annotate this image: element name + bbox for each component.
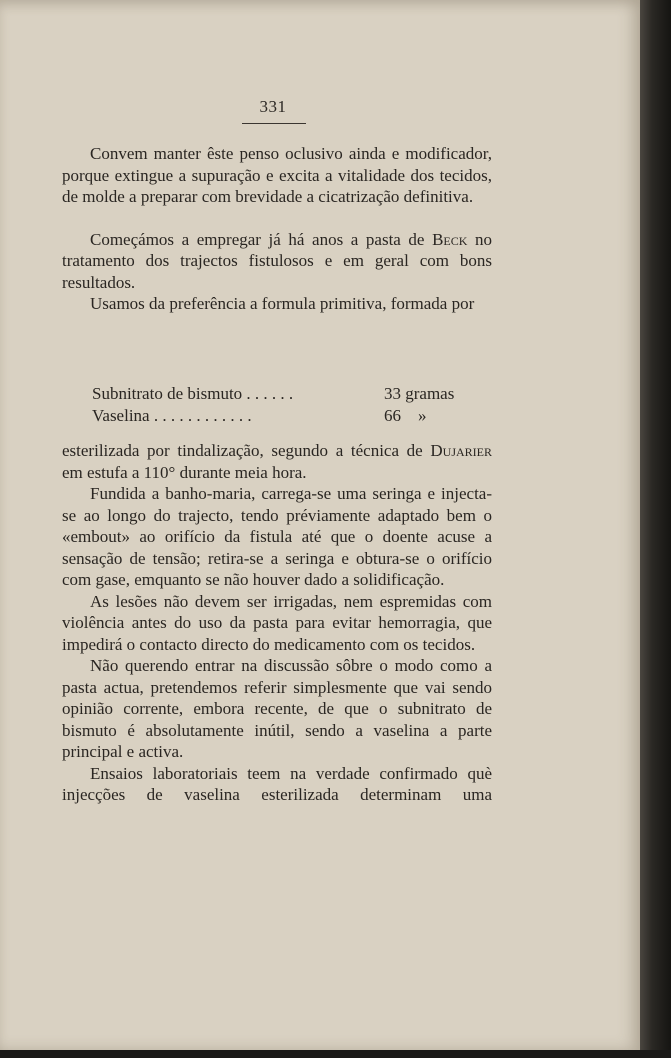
- ingredient-name: Subnitrato de bismuto: [92, 384, 243, 403]
- paragraph-6: As lesões não devem ser irrigadas, nem espremidas com violência antes do uso da pasta para evitar hemorragia, que impedirá o contacto directo do medicamento com os tecidos.: [62, 591, 492, 654]
- ingredient-name: Vaselina: [92, 405, 150, 425]
- book-bottom-edge: [0, 1050, 671, 1058]
- paragraph-4-text-b: em estufa a 110° durante meia hora.: [62, 462, 307, 482]
- page-number-rule: [242, 123, 306, 124]
- dot-leader-dots: . . . . . .: [246, 384, 294, 403]
- formula-row: [92, 405, 492, 427]
- paragraph-3: Usamos da preferência a formula primitiva, formada por: [90, 294, 475, 313]
- page-number: 331: [259, 97, 287, 116]
- formula-ingredient: [92, 405, 252, 427]
- formula-ingredient: [92, 383, 293, 405]
- paragraph-2-text-a: Começámos a empregar já há anos a pasta de: [90, 229, 433, 249]
- paragraph-1: Convem manter êste penso oclusivo ainda e modificador, porque extingue a supuração e excita a vitalidade dos tecidos, de molde a preparar com brevidade a cicatrização definitiva.: [62, 144, 492, 206]
- text-block-bottom: [62, 440, 492, 806]
- text-block-top: [62, 143, 492, 315]
- paragraph-4: [62, 440, 492, 483]
- formula-row: [92, 383, 492, 405]
- paragraph-2: [62, 229, 492, 294]
- paragraph-8: Ensaios laboratoriais teem na verdade confirmado què injecções de vaselina esterilizada determinam uma: [62, 763, 492, 804]
- author-name-beck: Beck: [432, 229, 468, 249]
- paragraph-2-text-b: no tratamento dos trajectos fistulosos e em geral com bons resultados.: [62, 229, 492, 292]
- paragraph-5: Fundida a banho-maria, carrega-se uma seringa e injecta-se ao longo do trajecto, tendo préviamente adaptado bem o «embout» ao orifício da fistula até que o doente acuse a sensação de tensão; retira-se a seringa e obtura-se o orifício com gase, emquanto se não houver dado a solidificação.: [62, 484, 492, 589]
- author-name-dujarier: Dujarier: [430, 441, 492, 460]
- paragraph-7: Não querendo entrar na discussão sôbre o modo como a pasta actua, pretendemos referir simplesmente que vai sendo opinião corrente, embora recente, de que o subnitrato de bismuto é absolutamente inútil, sendo a vaselina a parte principal e activa.: [62, 656, 492, 761]
- formula-table: [92, 383, 492, 426]
- formula-amount: 33 gramas: [384, 384, 455, 403]
- book-gutter-edge: [640, 0, 671, 1058]
- paragraph-4-text-a: esterilizada por tindalização, segundo a técnica de: [62, 441, 431, 460]
- formula-amount: 66 »: [384, 405, 427, 425]
- dot-leader-dots: . . . . . . . . . . . .: [153, 405, 252, 425]
